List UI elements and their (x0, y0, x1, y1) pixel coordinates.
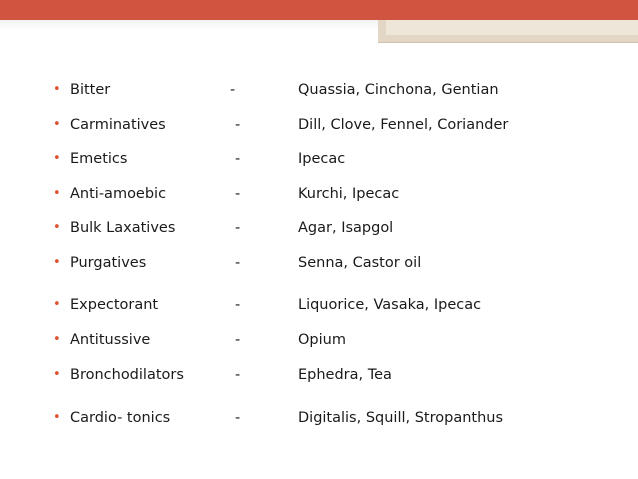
item-separator: - (235, 410, 241, 426)
bullet-icon: • (53, 220, 61, 235)
bullet-icon: • (53, 255, 61, 270)
bullet-icon: • (53, 410, 61, 425)
item-separator: - (235, 220, 241, 236)
item-term: Expectorant (70, 297, 159, 313)
bullet-icon: • (53, 117, 61, 132)
bullet-icon: • (53, 186, 61, 201)
item-examples: Senna, Castor oil (298, 255, 422, 271)
item-separator: - (235, 117, 241, 133)
item-separator: - (235, 332, 241, 348)
item-term: Anti-amoebic (70, 186, 167, 202)
item-examples: Quassia, Cinchona, Gentian (298, 82, 499, 98)
bullet-icon: • (53, 367, 61, 382)
bullet-icon: • (53, 297, 61, 312)
item-separator: - (235, 367, 241, 383)
item-separator: - (235, 186, 241, 202)
item-term: Purgatives (70, 255, 147, 271)
corner-decoration-inner (386, 20, 638, 35)
bullet-icon: • (53, 151, 61, 166)
item-term: Antitussive (70, 332, 151, 348)
bullet-icon: • (53, 332, 61, 347)
item-separator: - (230, 82, 236, 98)
item-examples: Opium (298, 332, 346, 348)
item-examples: Agar, Isapgol (298, 220, 394, 236)
item-term: Bitter (70, 82, 111, 98)
item-separator: - (235, 297, 241, 313)
item-term: Bronchodilators (70, 367, 184, 383)
item-examples: Kurchi, Ipecac (298, 186, 400, 202)
item-examples: Liquorice, Vasaka, Ipecac (298, 297, 482, 313)
item-separator: - (235, 255, 241, 271)
item-term: Cardio- tonics (70, 410, 171, 426)
item-examples: Ephedra, Tea (298, 367, 392, 383)
item-examples: Ipecac (298, 151, 346, 167)
item-examples: Digitalis, Squill, Stropanthus (298, 410, 504, 426)
bullet-icon: • (53, 82, 61, 97)
item-term: Emetics (70, 151, 128, 167)
item-term: Bulk Laxatives (70, 220, 176, 236)
item-separator: - (235, 151, 241, 167)
item-term: Carminatives (70, 117, 166, 133)
top-accent-bar (0, 0, 638, 20)
item-examples: Dill, Clove, Fennel, Coriander (298, 117, 509, 133)
